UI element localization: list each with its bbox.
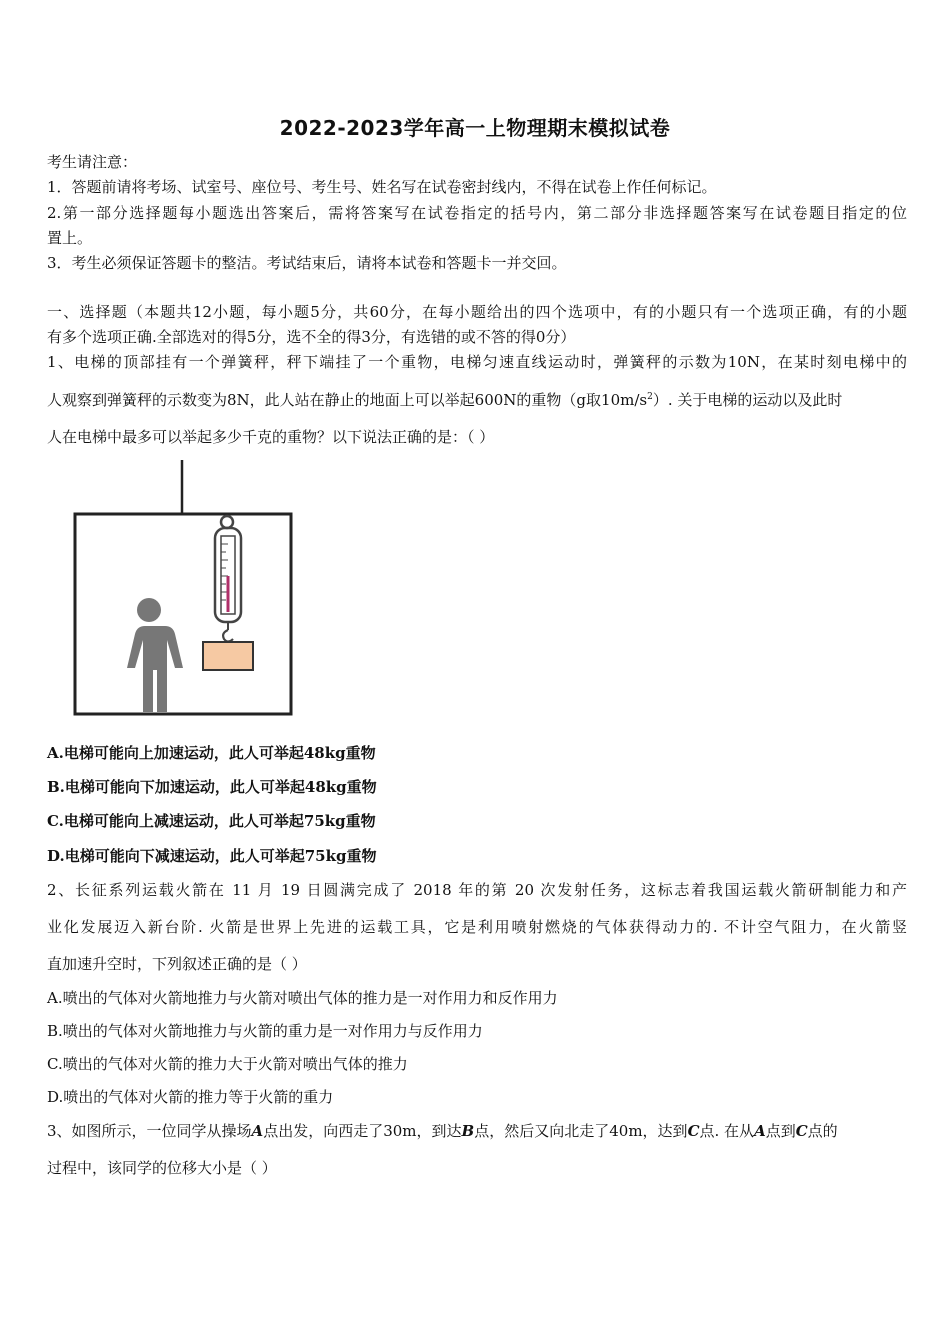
q2-option-c: C.喷出的气体对火箭的推力大于火箭对喷出气体的推力 <box>47 1055 408 1073</box>
q3-stem-line1: 3、如图所示，一位同学从操场A点出发，向西走了30m，到达B点，然后又向北走了40m，达到C点. 在从A点到C点的 <box>47 1122 838 1140</box>
q2-option-a: A.喷出的气体对火箭地推力与火箭对喷出气体的推力是一对作用力和反作用力 <box>47 989 558 1007</box>
q2-option-b: B.喷出的气体对火箭地推力与火箭的重力是一对作用力与反作用力 <box>47 1022 483 1040</box>
q1-stem-line2: 人观察到弹簧秤的示数变为8N，此人站在静止的地面上可以举起600N的重物（g取$10m/s^2$）. 关于电梯的运动以及此时 <box>47 391 843 409</box>
q2-stem-line3: 直加速升空时，下列叙述正确的是（ ） <box>47 955 307 973</box>
q3-stem-line2: 过程中，该同学的位移大小是（ ） <box>47 1159 277 1177</box>
q2-stem-line1: 2、长征系列运载火箭在 11 月 19 日圆满完成了 2018 年的第 20 次发射任务，这标志着我国运载火箭研制能力和产 <box>47 881 907 899</box>
spring-scale-icon <box>215 516 241 642</box>
notice-item-1: 1．答题前请将考场、试室号、座位号、考生号、姓名写在试卷密封线内，不得在试卷上作任何标记。 <box>47 178 717 196</box>
page-title: 2022-2023学年高一上物理期末模拟试卷 <box>279 116 671 140</box>
notice-item-2: 2.第一部分选择题每小题选出答案后，需将答案写在试卷指定的括号内，第二部分非选择题答案写在试卷题目指定的位 <box>47 204 907 222</box>
q1-option-c: C.电梯可能向上减速运动，此人可举起75kg重物 <box>47 812 376 830</box>
weight-block <box>203 642 253 670</box>
notice-item-2-cont: 置上。 <box>47 229 93 247</box>
section-instructions-2: 有多个选项正确.全部选对的得5分，选不全的得3分，有选错的或不答的得0分） <box>47 328 576 346</box>
q1-option-a: A.电梯可能向上加速运动，此人可举起48kg重物 <box>47 744 376 762</box>
q2-stem-line2: 业化发展迈入新台阶. 火箭是世界上先进的运载工具，它是利用喷射燃烧的气体获得动力的. 不计空气阻力，在火箭竖 <box>47 918 907 936</box>
q1-option-b: B.电梯可能向下加速运动，此人可举起48kg重物 <box>47 778 377 796</box>
notice-item-3: 3．考生必须保证答题卡的整洁。考试结束后，请将本试卷和答题卡一并交回。 <box>47 254 567 272</box>
q1-stem-line1: 1、电梯的顶部挂有一个弹簧秤，秤下端挂了一个重物，电梯匀速直线运动时，弹簧秤的示数为10N，在某时刻电梯中的 <box>47 353 907 371</box>
elevator-car <box>75 514 291 714</box>
person-icon <box>127 598 183 712</box>
q1-stem-line3: 人在电梯中最多可以举起多少千克的重物？以下说法正确的是：（ ） <box>47 428 495 446</box>
q2-option-d: D.喷出的气体对火箭的推力等于火箭的重力 <box>47 1088 334 1106</box>
notice-heading: 考生请注意： <box>47 153 138 171</box>
q1-option-d: D.电梯可能向下减速运动，此人可举起75kg重物 <box>47 847 377 865</box>
elevator-figure <box>70 458 296 718</box>
section-instructions-1: 一、选择题（本题共12小题，每小题5分，共60分，在每小题给出的四个选项中，有的小题只有一个选项正确，有的小题 <box>47 303 907 321</box>
